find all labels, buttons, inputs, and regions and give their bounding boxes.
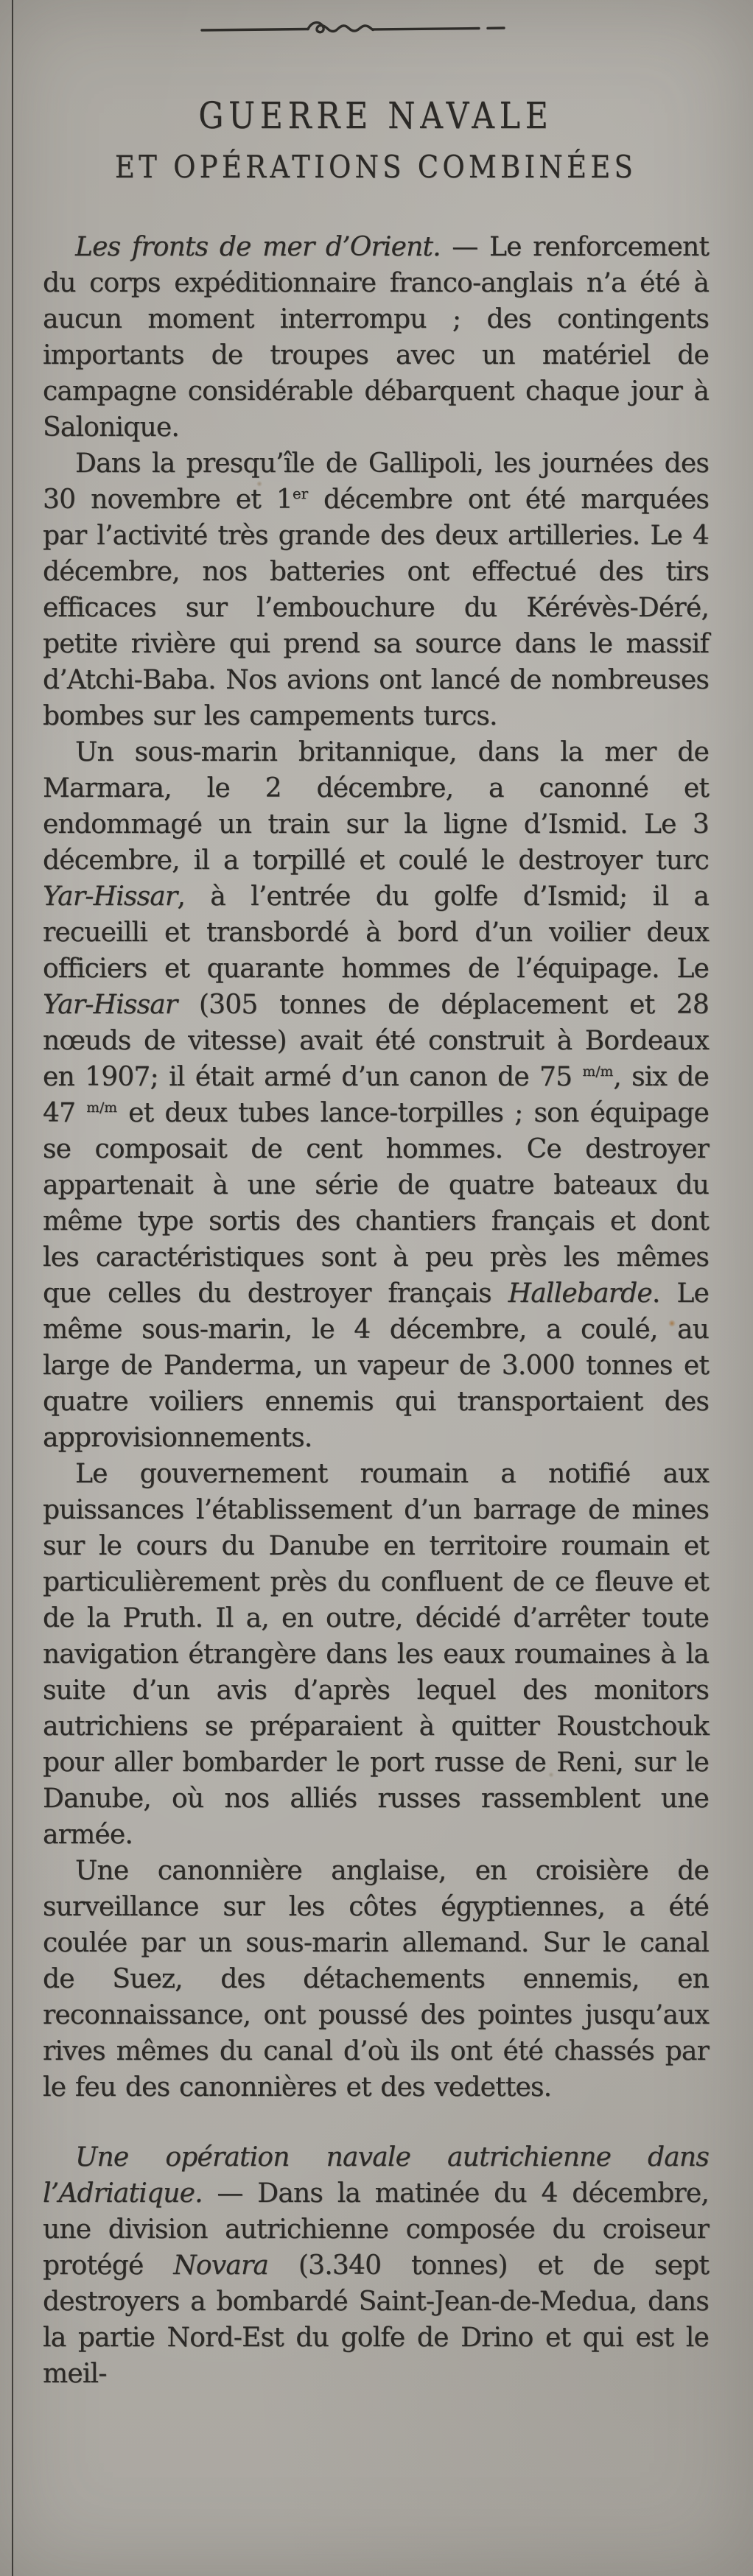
column-content [43, 0, 709, 2392]
body-text-segment: (3.340 tonnes) et de sept destroyers a bombardé Saint-Jean-de-Medua, dans la partie Nord-Est du golfe de Drino et qui est le meil- [43, 2251, 710, 2389]
body-text-segment: Dans la presqu’île de Gallipoli, les journées des 30 novembre et 1 [43, 448, 709, 515]
body-text-segment: , six de 47 [43, 1062, 709, 1128]
paragraph [43, 734, 709, 1456]
paragraph [43, 1853, 709, 2105]
body-text-segment: , à l’entrée du golfe d’Ismid; il a recueilli et transbordé à bord d’un voilier deux officiers et quarante hommes de l’équipage. Le [43, 881, 709, 984]
paragraph [43, 1456, 709, 1853]
italic-text: Les fronts de mer d’Orient. [75, 232, 441, 262]
body-text-segment: (305 tonnes de déplacement et 28 nœuds de vitesse) avait été construit à Bordeaux en 1907; il était armé d’un canon de 75 [43, 990, 709, 1092]
body-text-segment: décembre ont été marquées par l’activité très grande des deux artilleries. Le 4 décembre, nos batteries ont effectué des tirs efficaces sur l’embouchure du Kérévès-Déré, petite rivière qui prend sa source dans le massif d’Atchi-Baba. Nos avions ont lancé de nombreuses bombes sur les campements turcs. [43, 485, 709, 731]
italic-text: Une opération navale autrichienne dans l’Adriatique. [43, 2142, 709, 2209]
body-text-segment: — Le renforcement du corps expéditionnaire franco-anglais n’a été à aucun moment interrompu ; des contingents importants de troupes avec un matériel de campagne considérable débarquent chaque jour à Salonique. [43, 232, 710, 443]
body-text-segment: et deux tubes lance-torpilles ; son équipage se composait de cent hommes. Ce destroyer appartenait à une série de quatre bateaux du même type sortis des chantiers français et dont les caractéristiques sont à peu près les mêmes que celles du destroyer français [43, 1098, 709, 1309]
body-text-segment: m/m [582, 1064, 614, 1080]
squiggle-divider-icon [197, 19, 507, 38]
paragraph [43, 446, 709, 734]
article-title-line1: GUERRE NAVALE [198, 94, 553, 137]
body-text-segment: Une canonnière anglaise, en croisière de surveillance sur les côtes égyptiennes, a été coulée par un sous-marin allemand. Sur le canal de Suez, des détachements ennemis, en reconnaissance, ont poussé des pointes jusqu’aux rives mêmes du canal d’où ils ont été chassés par le feu des canonnières et des vedettes. [43, 1856, 709, 2102]
paragraph [43, 229, 709, 446]
article-body [43, 229, 709, 2392]
column-divider-rule [12, 0, 13, 2576]
italic-text: Novara [173, 2251, 269, 2281]
italic-text: Hallebarde [508, 1278, 652, 1309]
paragraph [43, 2139, 709, 2392]
italic-text: Yar-Hissar [43, 881, 178, 912]
article-title-line2: ET OPÉRATIONS COMBINÉES [114, 149, 637, 185]
body-text-segment: Le gouvernement roumain a notifié aux puissances l’établissement d’un barrage de mines sur le cours du Danube en territoire roumain et particulièrement près du confluent de ce fleuve et de la Pruth. Il a, en outre, décidé d’arrêter toute navigation étrangère dans les eaux roumaines à la suite d’un avis d’après lequel des monitors autrichiens se préparaient à quitter Roustchouk pour aller bombarder le port russe de Reni, sur le Danube, où nos alliés russes rassemblent une armée. [43, 1459, 709, 1850]
body-text-segment: er [292, 485, 309, 502]
italic-text: Yar-Hissar [43, 990, 178, 1020]
body-text-segment: — Dans la matinée du 4 décembre, une division autrichienne composée du croiseur protégé [43, 2178, 709, 2281]
body-text-segment: Un sous-marin britannique, dans la mer de Marmara, le 2 décembre, a canonné et endommagé un train sur la ligne d’Ismid. Le 3 décembre, il a torpillé et coulé le destroyer turc [43, 737, 709, 876]
body-text-segment: . Le même sous-marin, le 4 décembre, a coulé, au large de Panderma, un vapeur de 3.000 tonnes et quatre voiliers ennemis qui transportaient des approvisionnements. [43, 1278, 709, 1453]
body-text-segment: m/m [86, 1100, 118, 1116]
